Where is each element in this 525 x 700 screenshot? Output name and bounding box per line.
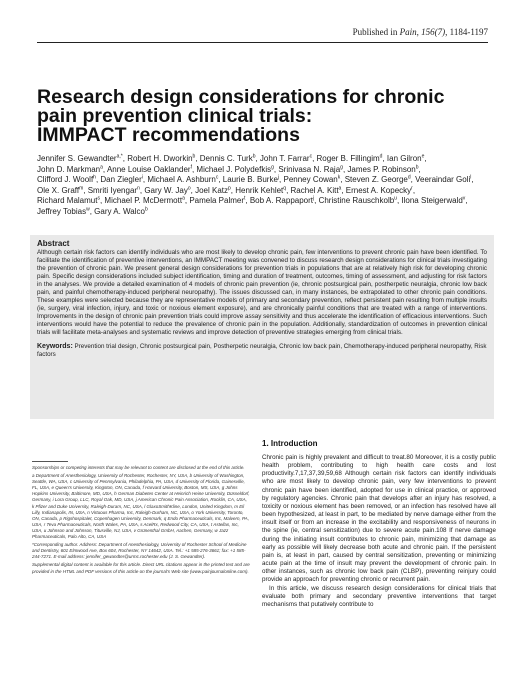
footnotes <box>32 465 250 577</box>
author-affiliation-mark: f <box>190 163 192 170</box>
author-affiliation-mark: a <box>338 185 342 192</box>
title-line: IMMPACT recommendations <box>37 124 300 146</box>
header-rule <box>37 42 488 43</box>
author-name <box>127 154 195 163</box>
author-affiliation-mark: g <box>271 163 274 170</box>
author-name-text: Jeffrey Tobias <box>37 206 87 216</box>
title-line: Research design considerations for chronic <box>37 86 445 108</box>
author-name <box>317 154 383 163</box>
footnote-rule <box>32 461 68 462</box>
introduction-paragraph: Chronic pain is highly prevalent and difficult to treat.80 Moreover, it is a costly public health problem, contributing to high health care costs and lost productivity.7,17,37,39,59,68 Although certain risk factors can identify individuals who are most likely to develop chronic pain, very few interventions to prevent chronic pain have been identified, adopted for use in clinical practice, or approved by regulatory agencies. Chronic pain that develops after an injury has resolved, a toxicity or noxious element has been removed, or an infection has resolved have all been hypothesized, at least in part, to be mediated by nerve damage either from the insult itself or from an increase in the excitability and responsiveness of neurons in the spine (ie, central sensitization) due to severe acute pain.108 If nerve damage during the initiating insult contributes to chronic pain, minimizing that damage as early as possible will likely decrease both acute and chronic pain. If the persistent pain is, at least in part, caused by central sensitization, preventing or minimizing acute pain at the time of insult may prevent the development of chronic pain. In other instances, such as chronic low back pain (CLBP), preventing reinjury could provide an approach for preventing chronic or recurrent pain. <box>262 454 496 584</box>
author-name-text: James P. Robinson <box>347 164 416 174</box>
footnote-corresponding-author: *Corresponding author. Address: Department of Anesthesiology, University of Rochester School of Medicine and Dentistry, 601 Elmwood Ave, Box 604, Rochester, NY 14642, USA. Tel.: +1 585-276-3661; fax: +1 585-244-7271. E-mail address: jennifer_gewandter@urmc.rochester.edu (J. S. Gewandter). <box>32 542 247 560</box>
author-name-text: Dennis C. Turk <box>199 154 253 163</box>
author-name <box>291 186 342 195</box>
author-name-text: John D. Markman <box>37 164 101 174</box>
author-affiliation-mark: o <box>187 185 191 192</box>
footnote-competing-interests: Sponsorships or competing interests that may be relevant to content are disclosed at the end of this article. <box>32 465 245 470</box>
author-name <box>144 186 190 195</box>
author-name-text: Christine Rauschkolb <box>318 196 395 206</box>
author-name-text: Clifford J. Woolf <box>37 175 94 185</box>
author-name <box>278 165 343 174</box>
introduction-paragraph: In this article, we discuss research design considerations for clinical trials that evaluate both primary and secondary preventive interventions that target mechanisms that putatively contribute to <box>262 584 496 608</box>
author-name <box>223 175 279 184</box>
author-name <box>104 196 184 205</box>
author-affiliation-mark: k <box>337 174 341 181</box>
author-affiliation-mark: b <box>252 153 256 160</box>
author-affiliation-mark: a <box>100 163 103 170</box>
author-name-text: John T. Farrar <box>259 154 310 163</box>
author-affiliation-mark: j <box>313 195 315 202</box>
author-affiliation-mark: e <box>421 153 425 160</box>
author-name-text: Srinivasa N. Raja <box>278 164 341 174</box>
author-name-text: Joel Katz <box>195 185 229 195</box>
author-name <box>37 175 96 184</box>
author-name <box>250 196 314 205</box>
author-affiliation-mark: n <box>137 185 140 192</box>
author-name <box>195 186 231 195</box>
author-name <box>37 207 90 216</box>
author-name <box>235 186 286 195</box>
author-affiliation-mark: w <box>86 206 90 213</box>
author-affiliation-mark: j <box>277 174 280 181</box>
author-name-text: Robert H. Dworkin <box>127 154 193 163</box>
author-name-text: Steven Z. George <box>344 175 408 185</box>
abstract-box <box>30 235 494 419</box>
footnote-supplemental: Supplemental digital content is available for this article. Direct URL citations appear in the printed text and are provided in the HTML and PDF versions of this article on the journal's Web site (www.painjournalonline.com). <box>32 562 250 574</box>
author-name-text: Roger B. Fillingim <box>316 154 380 163</box>
author-name-text: Gary A. Walco <box>94 206 145 216</box>
author-name <box>37 196 100 205</box>
author-affiliation-mark: g <box>340 163 343 170</box>
author-name <box>37 165 103 174</box>
author-affiliation-mark: p <box>228 185 231 192</box>
author-name-text: Ian Gilron <box>386 154 422 163</box>
footnote-affiliations: a Department of Anesthesiology, University of Rochester, Rochester, NY, USA, b University of Washington, Seattle, WA, USA, c University of Pennsylvania, Philadelphia, PA, USA, d University of Florida, Gainesville, FL, USA, e Queen's University, Kingston, ON, Canada, f Harvard University, Boston, MS, USA, g Johns Hopkins University, Baltimore, MD, USA, h German Diabetes Center at Heinrich Heine University, Düsseldorf, Germany, i Lora Group, LLC, Royal Oak, MD, USA, j American Chronic Pain Association, Rocklin, CA, USA, k Pfizer and Duke University, Raleigh-Duram, NC, USA, l GlaxoSmithKline, London, United Kingdom, m Eli Lilly, Indianapolis, IN, USA, n Virtuous Pharma, Inc, Raleigh-Durham, NC, USA, o York University, Toronto, ON, Canada, p Rigshospitalet, Copenhagen University, Denmark, q Endo Pharmaceuticals, Inc, Malvern, PA, USA, r Teva Pharmaceuticals, North Wales, PA, USA, s AcelRx, Redwood City, CA, USA, t Astellas, Inc, USA, u Johnson and Johnson, Titusville, NJ, USA, v Grünenthal GmbH, Aachen, Germany, w Jazz Pharmaceuticals, Palo Alto, CA, USA <box>32 473 250 540</box>
author-name-text: Dan Ziegler <box>100 175 142 185</box>
author-name <box>284 175 341 184</box>
author-name <box>37 154 123 163</box>
title-line: pain prevention clinical trials: <box>37 105 313 127</box>
author-affiliation-mark: b <box>192 153 196 160</box>
author-affiliation-mark: m <box>79 185 84 192</box>
author-affiliation-mark: a <box>182 195 185 202</box>
author-affiliation-mark: d <box>379 153 383 160</box>
author-name-text: Michael P. McDermott <box>104 196 183 206</box>
author-list: Jennifer S. Gewandter$^{a,*}$, Robert H. Dworkin$^b$, Dennis C. Turk$^b$, John T. Farrar$^c$, Roger B. Fillingim$^d$, Ian Gilron$^e$, John D. Markman$^a$, Anne Louise Oaklander$^f$, Michael J. Polydefkis$^g$, Srinivasa N. Raja$^g$, James P. Robinson$^b$, Clifford J. Woolf$^h$, Dan Ziegler$^i$, Michael A. Ashburn$^c$, Laurie B. Burke$^j$, Penney Cowan$^k$, Steven Z. George$^d$, Veeraindar Goli$^l$, Ole X. Graff$^m$, Smriti Iyengar$^n$, Gary W. Jay$^o$, Joel Katz$^p$, Henrik Kehlet$^q$, Rachel A. Kitt$^a$, Ernest A. Kopecky$^r$, Richard Malamut$^s$, Michael P. McDermott$^a$, Pamela Palmer$^t$, Bob A. Rappaport$^j$, Christine Rauschkolb$^u$, Ilona Steigerwald$^v$, Jeffrey Tobias$^w$, Gary A. Walco$^b$ <box>37 153 474 216</box>
author-name <box>347 165 418 174</box>
author-name <box>345 175 411 184</box>
author-name <box>94 207 148 216</box>
author-name <box>415 175 471 184</box>
author-affiliation-mark: d <box>407 174 411 181</box>
introduction-heading: 1. Introduction <box>262 439 318 448</box>
journal-name: Pain, 156(7) <box>399 27 446 37</box>
author-affiliation-mark: l <box>470 174 472 181</box>
author-name <box>189 196 245 205</box>
author-name <box>147 175 218 184</box>
author-name-text: Ernest A. Kopecky <box>345 185 412 195</box>
author-name-text: Henrik Kehlet <box>235 185 284 195</box>
page-range: , 1184-1197 <box>445 27 488 37</box>
article-title <box>37 88 477 145</box>
author-name <box>401 196 465 205</box>
author-affiliation-mark: h <box>93 174 96 181</box>
author-name-text: Laurie B. Burke <box>222 175 278 185</box>
author-name <box>88 186 140 195</box>
author-affiliation-mark: c <box>215 174 219 181</box>
author-affiliation-mark: b <box>415 163 419 170</box>
author-name-text: Veeraindar Goli <box>415 175 471 185</box>
author-name-text: Michael J. Polydefkis <box>196 164 272 174</box>
author-name-text: Anne Louise Oaklander <box>106 164 191 174</box>
author-name-text: Smriti Iyengar <box>87 185 138 195</box>
author-name-text: Richard Malamut <box>37 196 98 206</box>
author-name <box>346 186 413 195</box>
abstract-text: Although certain risk factors can identify individuals who are most likely to develop chronic pain, few interventions to prevent chronic pain have been identified. To facilitate the identification of preventive interventions, an IMMPACT meeting was convened to discuss research design considerations for clinical trials investigating the prevention of chronic pain. We present general design considerations for prevention trials in populations that are at relatively high risk for developing chronic pain. Specific design considerations included subject identification, timing and duration of treatment, outcomes, timing of assessment, and adjusting for risk factors in the analyses. We provide a detailed examination of 4 models of chronic pain prevention (ie, chronic postsurgical pain, postherpetic neuralgia, chronic low back pain, and painful chemotherapy-induced peripheral neuropathy). The issues discussed can, in many instances, be extrapolated to other chronic pain conditions. These examples were selected because they are representative models of primary and secondary prevention, reflect persistent pain resulting from multiple insults (ie, surgery, viral infection, injury, and toxic or noxious element exposure), and are chronically painful conditions that are treated with a range of interventions. Improvements in the design of chronic pain prevention trials could improve assay sensitivity and thus accelerate the identification of efficacious interventions. Such interventions would have the potential to reduce the prevalence of chronic pain in the population. Additionally, standardization of outcomes in prevention clinical trials will facilitate meta-analyses and systematic reviews and improve detection of preventive strategies emerging from clinical trials. <box>37 249 487 337</box>
keywords-text: Prevention trial design, Chronic postsurgical pain, Postherpetic neuralgia, Chronic low back pain, Chemotherapy-induced peripheral neuropathy, Risk factors <box>37 342 487 358</box>
author-name-text: Penney Cowan <box>283 175 338 185</box>
author-name <box>107 165 192 174</box>
author-name-text: Pamela Palmer <box>189 196 244 206</box>
author-affiliation-mark: q <box>283 185 287 192</box>
author-name-text: Ole X. Graff <box>37 185 80 195</box>
author-affiliation-mark: u <box>394 195 397 202</box>
introduction-body <box>262 454 496 609</box>
author-name-text: Michael A. Ashburn <box>147 175 216 185</box>
keywords-label: Keywords: <box>37 342 73 350</box>
author-affiliation-mark: v <box>462 195 466 202</box>
journal-citation <box>353 27 488 37</box>
author-affiliation-mark: t <box>244 195 246 202</box>
author-name-text: Jennifer S. Gewandter <box>37 154 117 163</box>
author-affiliation-mark: s <box>97 195 100 202</box>
author-name-text: Ilona Steigerwald <box>401 196 463 206</box>
author-affiliation-mark: i <box>141 174 143 181</box>
author-name <box>319 196 397 205</box>
author-name-text: Rachel A. Kitt <box>290 185 339 195</box>
author-affiliation-mark: a,* <box>116 153 123 160</box>
author-name <box>387 154 424 163</box>
author-affiliation-mark: r <box>411 185 413 192</box>
keywords-line <box>37 343 487 359</box>
author-affiliation-mark: c <box>309 153 313 160</box>
author-name-text: Bob A. Rappaport <box>249 196 313 206</box>
published-prefix: Published in <box>352 27 400 37</box>
author-name <box>100 175 142 184</box>
author-name <box>37 186 83 195</box>
author-name <box>200 154 256 163</box>
author-name <box>196 165 273 174</box>
abstract-heading: Abstract <box>37 239 70 248</box>
author-affiliation-mark: b <box>144 206 148 213</box>
author-name-text: Gary W. Jay <box>144 185 188 195</box>
author-name <box>260 154 312 163</box>
